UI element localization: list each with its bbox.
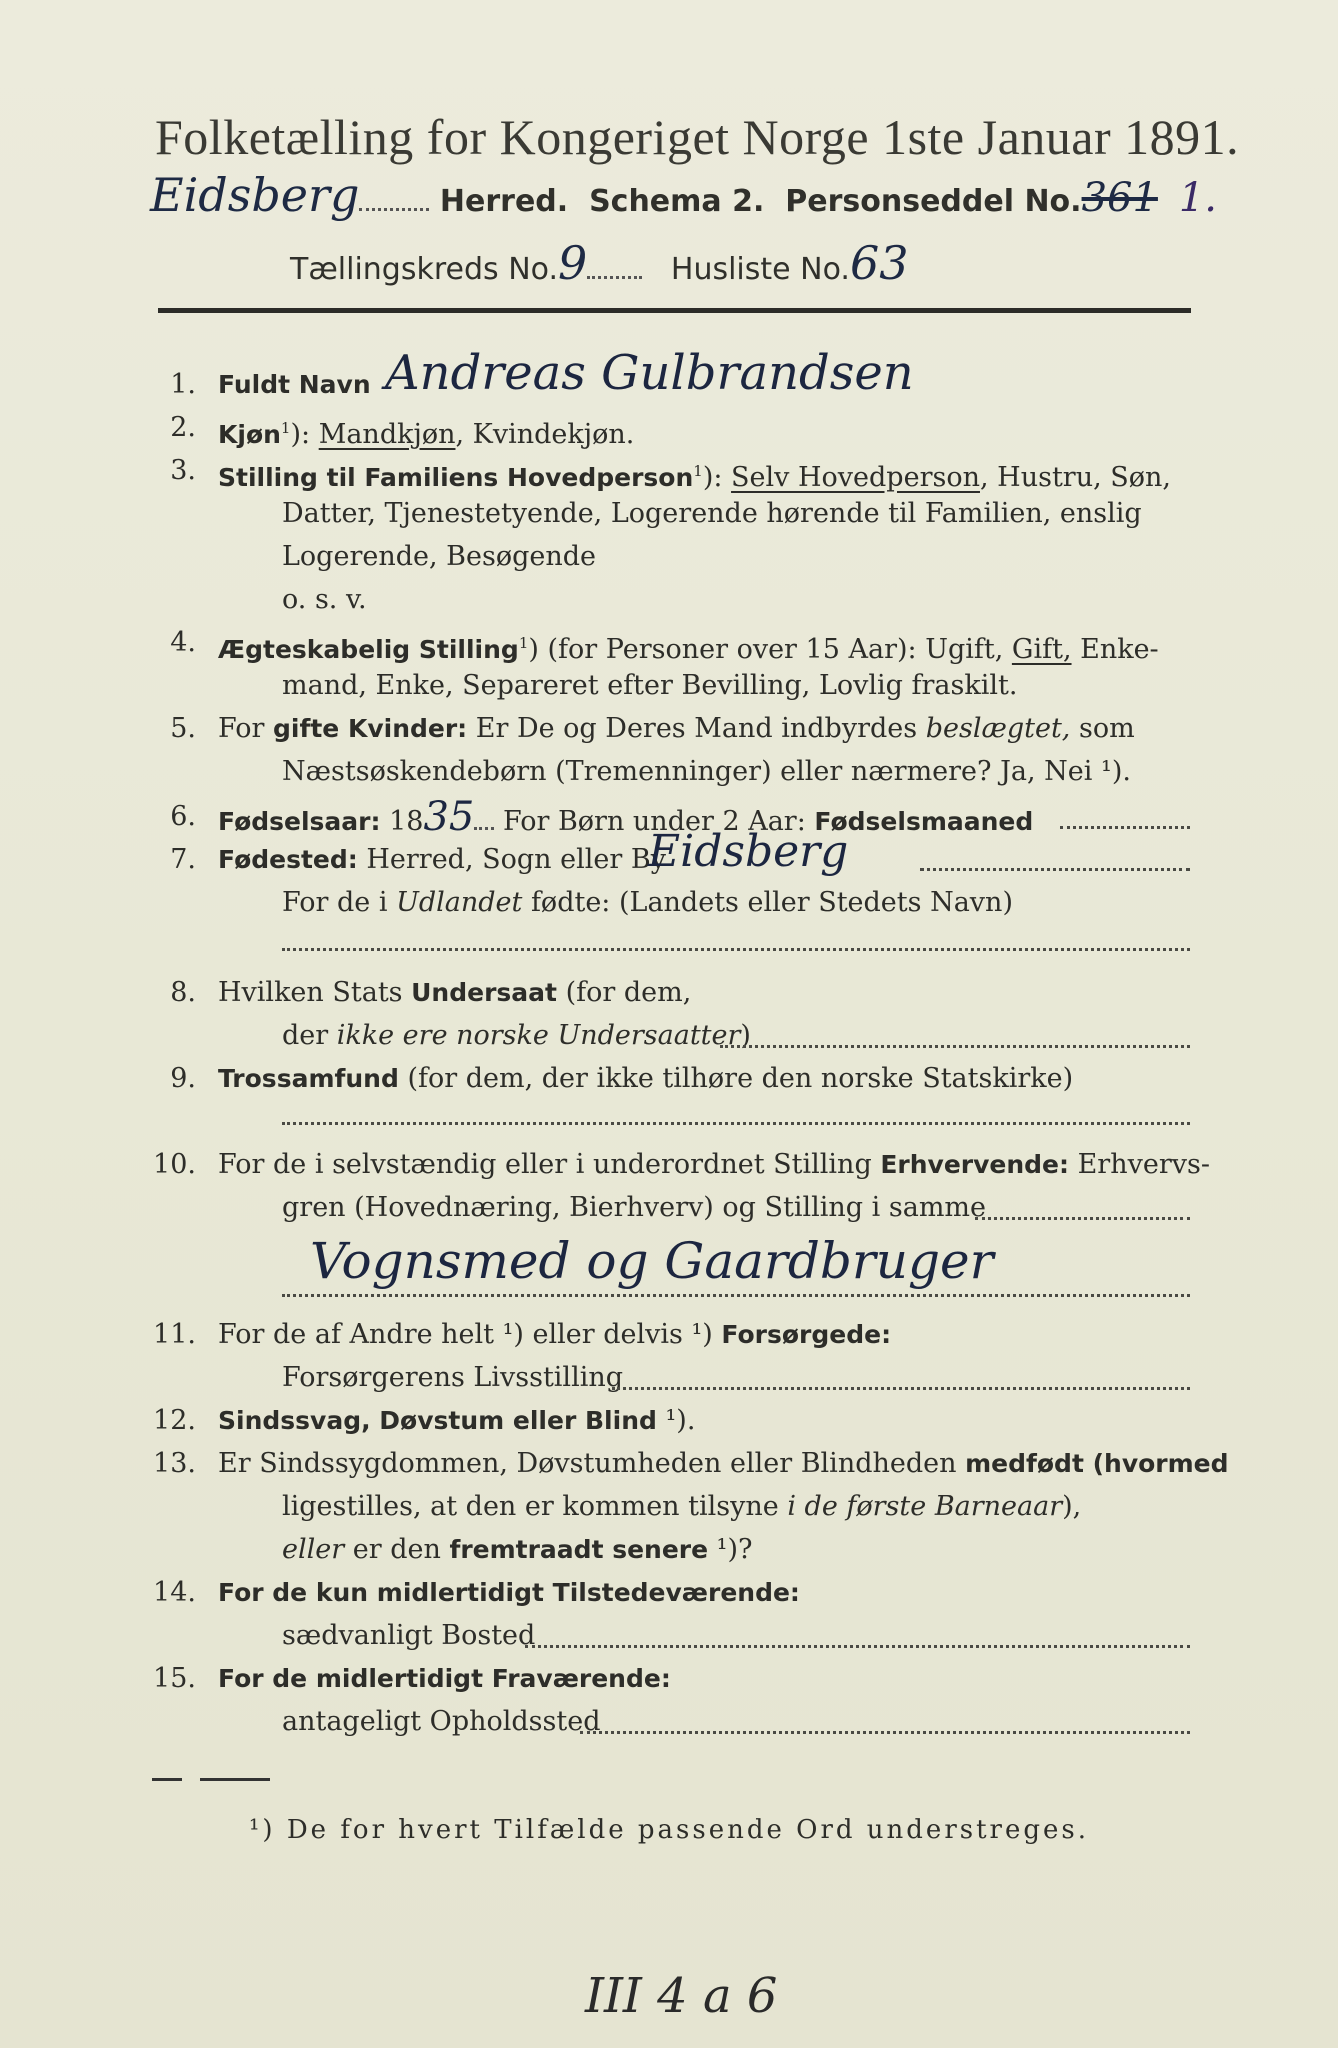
item-label: Fødested:: [218, 845, 358, 874]
item-text: Næstsøskendebørn (Tremenninger) eller nærmere? Ja, Nei ¹).: [282, 756, 1131, 787]
dotted-fill: [720, 1045, 1190, 1048]
item-label: Fødselsmaaned: [814, 807, 1034, 836]
birth-year-handwritten: 35: [423, 794, 475, 840]
item-label: midlertidigt Fraværende:: [315, 1664, 671, 1693]
item-number: 13.: [153, 1448, 196, 1479]
item-number: 12.: [153, 1405, 196, 1436]
item-text: antageligt Opholdssted: [282, 1706, 601, 1737]
item-text: ¹)?: [708, 1534, 753, 1565]
item-number: 4.: [170, 627, 196, 658]
husliste-number-handwritten: 63: [849, 236, 909, 290]
dotted-fill: [920, 868, 1190, 871]
dotted-fill: [580, 1731, 1190, 1734]
item-text-italic: ikke ere norske Undersaatter: [336, 1020, 741, 1051]
item-text-italic: beslægtet,: [925, 713, 1071, 744]
item-number: 10.: [153, 1149, 196, 1180]
item-number: 1.: [170, 369, 196, 400]
item-text: (for dem,: [556, 977, 692, 1008]
schema-label: Schema 2.: [589, 184, 765, 219]
item-text: som: [1070, 713, 1135, 744]
taellingskreds-label: Tællingskreds No.: [290, 252, 558, 287]
item-text: ):: [702, 462, 732, 493]
item-label: Sindssvag, Døvstum: [218, 1406, 505, 1435]
personseddel-number-handwritten: 361: [1081, 175, 1158, 221]
item-text: For de: [218, 1664, 316, 1693]
item-text: For: [218, 713, 274, 744]
header-line-2: [290, 236, 909, 290]
item-label: Forsørgede:: [721, 1320, 892, 1349]
item-text: ),: [1062, 1491, 1082, 1522]
dotted-fill: [282, 1122, 1190, 1125]
item-text: Enke-: [1071, 634, 1159, 665]
item-label: fremtraadt senere: [449, 1535, 709, 1564]
item-text: ¹).: [656, 1405, 696, 1436]
item-text: er den: [344, 1534, 450, 1565]
item-text-italic: eller: [282, 1534, 345, 1565]
item-text: o. s. v.: [282, 584, 367, 615]
item-text-italic: Udlandet: [396, 887, 523, 918]
archive-mark-handwritten: III 4 a 6: [585, 1968, 778, 2024]
item-label: medfødt: [965, 1449, 1084, 1478]
item-text: ligestilles, at den er kommen tilsyne: [282, 1491, 788, 1522]
dotted-fill: [612, 1387, 1190, 1390]
item-number: 3.: [170, 455, 196, 486]
item-text: , Hustru, Søn,: [979, 462, 1171, 493]
item-number: 6.: [170, 801, 196, 832]
item-text: Erhvervs-: [1069, 1149, 1210, 1180]
dotted-fill: [282, 1294, 1190, 1297]
birthplace-handwritten: Eidsberg: [648, 826, 849, 877]
item-label: Fødselsaar:: [218, 807, 381, 836]
item-text: (for dem, der ikke tilhøre den norske Statskirke): [398, 1063, 1074, 1094]
item-number: 2.: [170, 412, 196, 443]
dotted-fill: [1060, 826, 1190, 829]
full-name-handwritten: Andreas Gulbrandsen: [385, 345, 914, 401]
selected-option: Mandkjøn: [318, 419, 456, 450]
dotted-fill: [975, 1217, 1190, 1220]
item-text: For de af Andre helt ¹) eller delvis ¹): [218, 1319, 722, 1350]
item-text: der: [282, 1020, 337, 1051]
item-label: Stilling til Familiens Hovedperson: [218, 463, 694, 492]
item-number: 11.: [153, 1319, 196, 1350]
dotted-fill: [525, 1645, 1190, 1648]
taellingskreds-number-handwritten: 9: [558, 236, 588, 290]
item-number: 15.: [153, 1663, 196, 1694]
item-text: For de kun: [218, 1578, 377, 1607]
husliste-label: Husliste No.: [670, 252, 850, 287]
dotted-fill: [282, 948, 1190, 951]
item-number: 7.: [170, 844, 196, 875]
selected-option: Gift,: [1011, 634, 1072, 665]
personseddel-extra-handwritten: 1.: [1178, 175, 1217, 221]
item-text: Logerende, Besøgende: [282, 541, 596, 572]
item-label: gifte Kvinder:: [273, 714, 468, 743]
footnote-ref: 1: [518, 634, 529, 652]
personseddel-label: Personseddel No.: [785, 184, 1082, 219]
item-text: , Kvindekjøn.: [455, 419, 635, 450]
item-label: midlertidigt Tilstedeværende:: [376, 1578, 800, 1607]
item-text: For de i selvstændig eller i underordnet Stilling: [218, 1149, 881, 1180]
footnote-ref: 1: [280, 419, 291, 437]
item-label: Erhvervende:: [880, 1150, 1070, 1179]
item-number: 14.: [153, 1577, 196, 1608]
herred-label: Herred.: [439, 184, 569, 219]
item-text: ) (for Personer over 15 Aar): Ugift,: [528, 634, 1012, 665]
item-number: 5.: [170, 713, 196, 744]
item-text: gren (Hovednæring, Bierhverv) og Stilling i samme: [282, 1192, 987, 1223]
item-label: Fuldt Navn: [218, 370, 371, 399]
item-text: For Børn under 2 Aar:: [494, 806, 815, 837]
item-label: Ægteskabelig Stilling: [218, 635, 519, 664]
item-text: Er Sindssygdommen, Døvstumheden eller Blindheden: [218, 1448, 966, 1479]
footnote-divider: [152, 1778, 182, 1781]
form-title: Folketælling for Kongeriget Norge 1ste Januar 1891.: [155, 109, 1240, 165]
item-text: fødte: (Landets eller Stedets Navn): [522, 887, 1013, 918]
item-number: 9.: [170, 1063, 196, 1094]
item-text: Er De og Deres Mand indbyrdes: [467, 713, 926, 744]
header-divider: [158, 308, 1191, 313]
item-text: Hvilken Stats: [218, 977, 412, 1008]
item-label: Blind: [585, 1406, 657, 1435]
header-line-1: [150, 168, 1217, 222]
item-text: Herred, Sogn eller By: [357, 844, 666, 875]
item-text: eller: [504, 1406, 585, 1435]
item-number: 8.: [170, 977, 196, 1008]
selected-option: Selv Hovedperson: [731, 462, 980, 493]
item-text: For de i: [282, 887, 397, 918]
item-text: ): [740, 1020, 751, 1051]
item-text: 18: [380, 806, 424, 837]
footnote-ref: 1: [693, 462, 703, 480]
footnote-divider: [200, 1778, 270, 1781]
item-label: Trossamfund: [218, 1064, 399, 1093]
occupation-handwritten: Vognsmed og Gaardbruger: [310, 1232, 994, 1290]
herred-name-handwritten: Eidsberg: [150, 168, 360, 222]
item-text: (hvormed: [1083, 1449, 1229, 1478]
footnote: ¹) De for hvert Tilfælde passende Ord understreges.: [248, 1815, 1089, 1845]
item-label: Kjøn: [218, 420, 281, 449]
item-text: Forsørgerens Livsstilling: [282, 1362, 624, 1393]
item-text: mand, Enke, Separeret efter Bevilling, Lovlig fraskilt.: [282, 670, 1018, 701]
item-text-italic: i de første Barneaar: [787, 1491, 1063, 1522]
item-text: ):: [290, 419, 319, 450]
item-text: Datter, Tjenestetyende, Logerende hørende til Familien, enslig: [282, 498, 1142, 529]
item-text: sædvanligt Bosted: [282, 1620, 536, 1651]
item-label: Undersaat: [411, 978, 557, 1007]
